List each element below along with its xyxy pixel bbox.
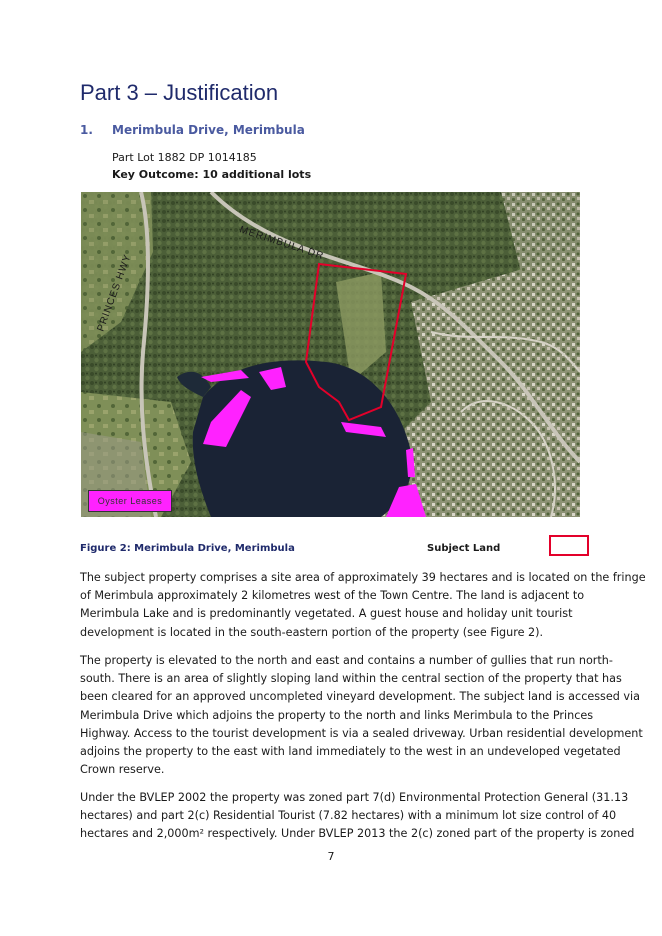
paragraph-topography: [80, 652, 643, 779]
paragraph-zoning: [80, 789, 635, 844]
paragraph-line: hectares and 2,000m² respectively. Under BVLEP 2013 the 2(c) zoned part of the property is zoned: [80, 827, 635, 841]
paragraph-line: Under the BVLEP 2002 the property was zoned part 7(d) Environmental Protection General (31.13: [80, 791, 629, 804]
road-label-princes-hwy: PRINCES HWY: [95, 252, 134, 334]
paragraph-line: south. There is an area of slightly sloping land within the central section of the property that has: [80, 672, 622, 686]
oyster-leases-legend: Oyster Leases: [88, 490, 172, 512]
aerial-map: [81, 192, 580, 517]
paragraph-line: The property is elevated to the north and east and contains a number of gullies that run north-: [80, 654, 613, 667]
paragraph-line: Merimbula Lake and is predominantly vegetated. A guest house and holiday unit tourist: [80, 607, 573, 621]
aerial-map-graphic: [81, 192, 580, 517]
paragraph-line: Merimbula Drive which adjoins the property to the north and links Merimbula to the Princes: [80, 708, 594, 722]
figure-caption: Figure 2: Merimbula Drive, Merimbula: [80, 543, 295, 554]
subject-land-legend-label: Subject Land: [427, 543, 501, 554]
paragraph-line: been cleared for an approved uncompleted vineyard development. The subject land is accessed via: [80, 690, 641, 704]
key-outcome: Key Outcome: 10 additional lots: [112, 168, 312, 181]
paragraph-line: Highway. Access to the tourist development is via a sealed driveway. Urban residential development: [80, 726, 643, 740]
road-label-merimbula-dr: MERIMBULA DR: [238, 224, 326, 263]
paragraph-line: hectares) and part 2(c) Residential Tourist (7.82 hectares) with a minimum lot size control of 40: [80, 809, 617, 823]
paragraph-line: adjoins the property to the east with land immediately to the west in an undeveloped vegetated: [80, 745, 621, 759]
section-heading: [80, 123, 305, 137]
section-number: 1.: [80, 123, 93, 137]
lot-reference: Part Lot 1882 DP 1014185: [112, 151, 257, 164]
paragraph-line: The subject property comprises a site area of approximately 39 hectares and is located on the fringe: [80, 571, 646, 584]
subject-land-legend-swatch: [549, 535, 589, 556]
paragraph-line: Crown reserve.: [80, 763, 165, 777]
paragraph-line: of Merimbula approximately 2 kilometres west of the Town Centre. The land is adjacent to: [80, 589, 585, 603]
page-number: 7: [327, 850, 335, 863]
section-heading-text: Merimbula Drive, Merimbula: [112, 123, 305, 137]
paragraph-line: development is located in the south-eastern portion of the property (see Figure 2).: [80, 625, 544, 639]
page-title: Part 3 – Justification: [80, 80, 279, 105]
paragraph-site-description: [80, 569, 646, 642]
